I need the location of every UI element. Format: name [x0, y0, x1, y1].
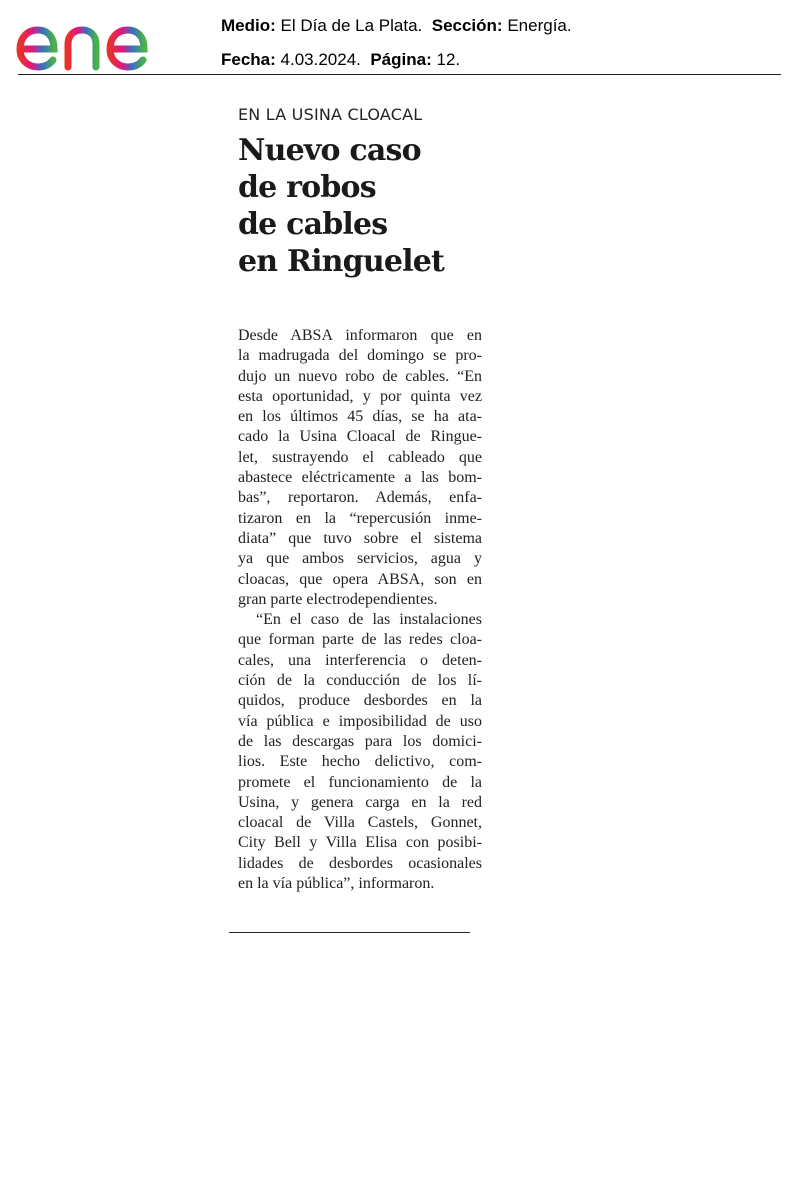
- headline-line: en Ringuelet: [238, 244, 445, 279]
- medio-label: Medio:: [221, 16, 276, 35]
- body-line: diata” que tuvo sobre el sistema: [238, 529, 482, 547]
- article-headline: [238, 132, 482, 280]
- article-kicker: EN LA USINA CLOACAL: [238, 105, 423, 124]
- meta-line-1: [221, 9, 572, 43]
- article-body: [238, 326, 482, 894]
- body-line: de las descargas para los domici-: [238, 732, 482, 750]
- document-meta: [221, 9, 572, 77]
- article-end-rule: [229, 932, 470, 933]
- body-line: dujo un nuevo robo de cables. “En: [238, 367, 482, 385]
- headline-line: Nuevo caso: [238, 133, 421, 168]
- body-line: ción de la conducción de los lí-: [238, 672, 482, 690]
- fecha-label: Fecha:: [221, 50, 276, 69]
- body-line: promete el funcionamiento de la: [238, 773, 482, 791]
- pagina-label: Página:: [370, 50, 432, 69]
- body-line: cales, una interferencia o deten-: [238, 651, 482, 669]
- body-line: en los últimos 45 días, se ha ata-: [238, 408, 482, 426]
- pagina-value: 12.: [436, 50, 461, 69]
- body-line: la madrugada del domingo se pro-: [238, 347, 482, 365]
- medio-value: El Día de La Plata.: [280, 16, 423, 35]
- meta-line-2: [221, 43, 572, 77]
- body-line: quidos, produce desbordes en la: [238, 692, 482, 710]
- body-line: vía pública e imposibilidad de uso: [238, 712, 482, 730]
- body-line: let, sustrayendo el cableado que: [238, 448, 482, 466]
- body-line: que forman parte de las redes cloa-: [238, 631, 482, 649]
- body-line: bas”, reportaron. Además, enfa-: [238, 489, 482, 507]
- body-line: tizaron en la “repercusión inme-: [238, 509, 482, 527]
- body-line: City Bell y Villa Elisa con posibi-: [238, 834, 482, 852]
- body-line: Desde ABSA informaron que en: [238, 327, 482, 344]
- body-line: gran parte electrodependientes.: [238, 590, 438, 608]
- body-line: “En el caso de las instalaciones: [256, 611, 482, 629]
- body-line: abastece eléctricamente a las bom-: [238, 469, 482, 487]
- body-line: esta oportunidad, y por quinta vez: [238, 387, 482, 405]
- body-line: cado la Usina Cloacal de Ringue-: [238, 428, 482, 446]
- headline-line: de robos: [238, 170, 376, 205]
- body-line: Usina, y genera carga en la red: [238, 793, 482, 811]
- fecha-value: 4.03.2024.: [280, 50, 361, 69]
- article: [238, 104, 482, 894]
- body-line: lidades de desbordes ocasionales: [238, 854, 482, 872]
- seccion-label: Sección:: [431, 16, 503, 35]
- body-line: lios. Este hecho delictivo, com-: [238, 753, 482, 771]
- seccion-value: Energía.: [507, 16, 572, 35]
- headline-line: de cables: [238, 207, 388, 242]
- body-line: cloacal de Villa Castels, Gonnet,: [238, 814, 482, 832]
- body-line: ya que ambos servicios, agua y: [238, 550, 482, 568]
- header-divider: [18, 74, 781, 75]
- body-line: cloacas, que opera ABSA, son en: [238, 570, 482, 588]
- body-line: en la vía pública”, informaron.: [238, 875, 435, 893]
- enel-logo: [14, 6, 184, 72]
